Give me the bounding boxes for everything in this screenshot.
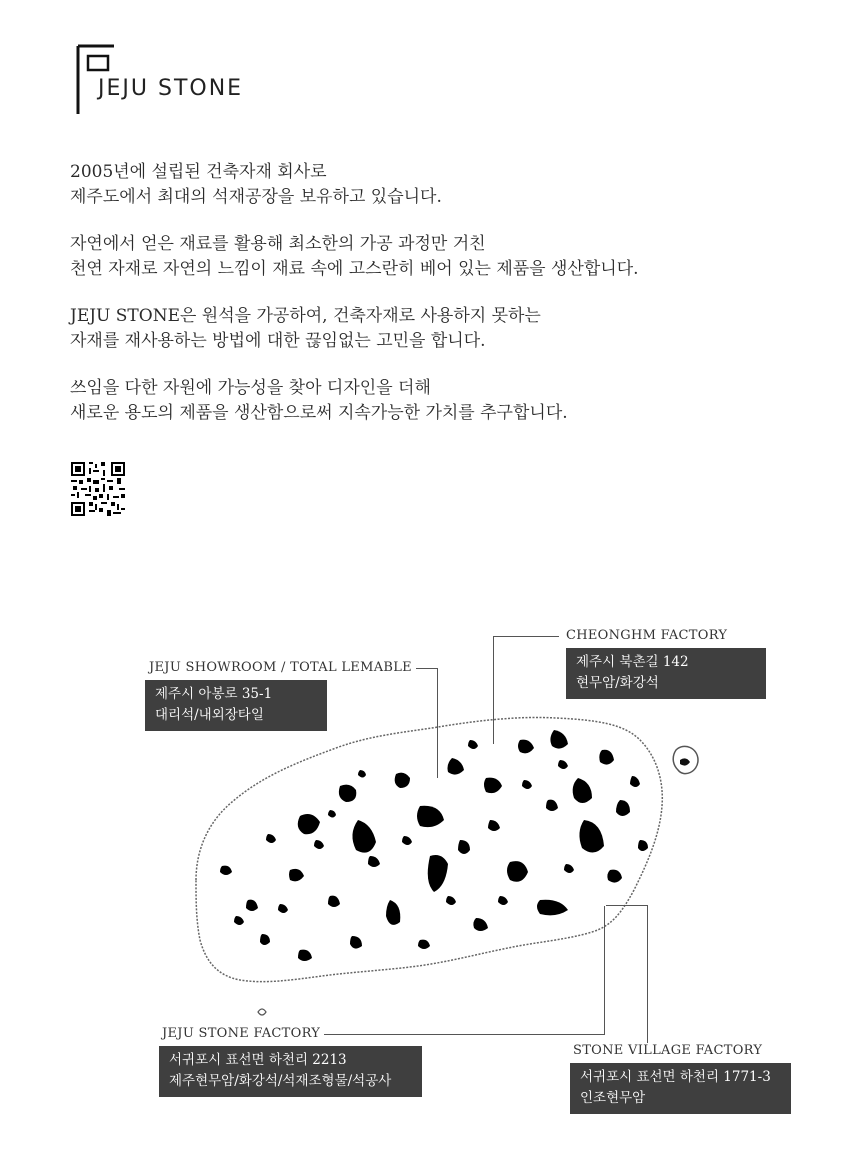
intro-paragraph xyxy=(70,304,830,354)
jeju-map xyxy=(0,600,860,1174)
stone-village-address: 서귀포시 표선면 하천리 1771-3 xyxy=(580,1069,771,1085)
intro-line: JEJU STONE은 원석을 가공하여, 건축자재로 사용하지 못하는 xyxy=(70,306,541,326)
qr-code-graphic xyxy=(71,462,125,516)
cheonghm-info-box xyxy=(566,648,766,699)
showroom-info-box xyxy=(145,680,327,731)
intro-text xyxy=(70,160,830,448)
intro-line: 자재를 재사용하는 방법에 대한 끊임없는 고민을 합니다. xyxy=(70,331,486,351)
intro-paragraph xyxy=(70,160,830,210)
showroom-products: 대리석/내외장타일 xyxy=(155,707,264,723)
stone-village-title: STONE VILLAGE FACTORY xyxy=(569,1043,766,1058)
cheonghm-title: CHEONGHM FACTORY xyxy=(562,628,731,643)
intro-paragraph xyxy=(70,376,830,426)
brand-name: JEJU STONE xyxy=(98,76,244,101)
intro-line: 천연 자재로 자연의 느낌이 재료 속에 고스란히 베어 있는 제품을 생산합니다. xyxy=(70,259,639,279)
intro-line: 쓰임을 다한 자원에 가능성을 찾아 디자인을 더해 xyxy=(70,378,431,398)
jeju-factory-info-box xyxy=(159,1046,422,1097)
brand-logo xyxy=(74,42,274,118)
stone-village-info-box xyxy=(570,1063,791,1114)
intro-line: 새로운 용도의 제품을 생산함으로써 지속가능한 가치를 추구합니다. xyxy=(70,403,568,423)
cheonghm-address: 제주시 북촌길 142 xyxy=(576,654,689,670)
intro-line: 2005년에 설립된 건축자재 회사로 xyxy=(70,162,327,182)
intro-paragraph xyxy=(70,232,830,282)
jeju-factory-title: JEJU STONE FACTORY xyxy=(158,1026,324,1041)
jeju-factory-address: 서귀포시 표선면 하천리 2213 xyxy=(169,1052,347,1068)
showroom-address: 제주시 아봉로 35-1 xyxy=(155,686,273,702)
showroom-title: JEJU SHOWROOM / TOTAL LEMABLE xyxy=(145,660,416,675)
cheonghm-products: 현무암/화강석 xyxy=(576,675,659,691)
intro-line: 제주도에서 최대의 석재공장을 보유하고 있습니다. xyxy=(70,187,442,207)
qr-code-icon[interactable] xyxy=(71,462,125,516)
jeju-factory-products: 제주현무암/화강석/석재조형물/석공사 xyxy=(169,1073,392,1089)
stone-village-products: 인조현무암 xyxy=(580,1090,646,1106)
intro-line: 자연에서 얻은 재료를 활용해 최소한의 가공 과정만 거친 xyxy=(70,234,486,254)
